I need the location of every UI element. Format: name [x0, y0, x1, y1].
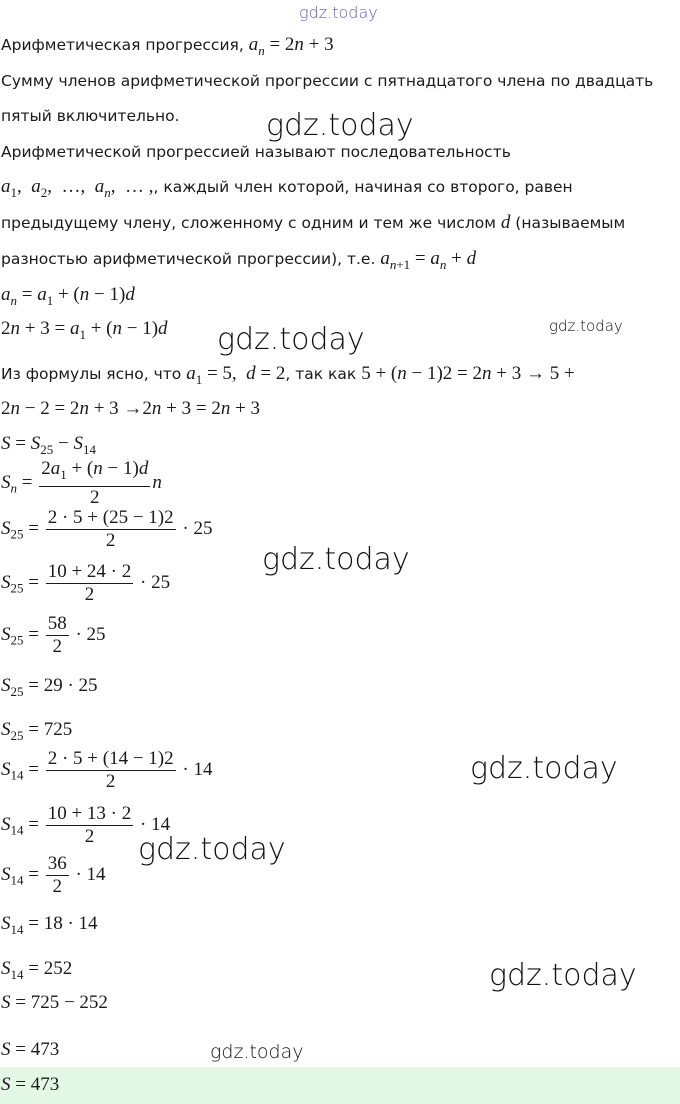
- definition-line-2-text: , каждый член которой, начиная со второго, равен: [153, 178, 573, 196]
- formula-s25-5: $S_{25} = 725$: [1, 719, 73, 743]
- formula-s14-2: $S_{14}$ = $\frac{10 + 13 \cdot 2}{2}$ · 14: [1, 803, 171, 847]
- formula-s25-2: $S_{25}$ = $\frac{10 + 24 \cdot 2}{2}$ · 25: [1, 561, 171, 605]
- formula-an-rhs: = 2n + 3: [264, 34, 334, 55]
- formula-s25-3: $S_{25}$ = $\frac{58}{2}$ · 25: [1, 613, 106, 657]
- formula-s14-1: $S_{14}$ = $\frac{2 \cdot 5 + (14 - 1)2}{2}$ · 14: [1, 748, 213, 792]
- sequence-formula: $a_1$, $a_2$, …, $a_n$, … ,: [1, 176, 154, 200]
- watermark: gdz.today: [217, 322, 365, 357]
- formula-an: $a_n$: [248, 34, 265, 58]
- formula-s-diff: $S = S_{25} - S_{14}$: [1, 433, 96, 457]
- watermark: gdz.today: [470, 751, 618, 786]
- definition-line-3: [1, 212, 625, 234]
- formula-s25-1: $S_{25}$ = $\frac{2 \cdot 5 + (25 - 1)2}{2}$ · 25: [1, 507, 213, 551]
- formula-general-term: $a_n = a_1 + (n - 1)d$: [1, 284, 135, 308]
- watermark-top: gdz.today: [299, 3, 378, 22]
- formula-d: d: [500, 212, 511, 233]
- watermark: gdz.today: [266, 108, 414, 143]
- formula-recurrence: $a_{n+1} = a_n + d$: [380, 248, 477, 272]
- watermark: gdz.today: [489, 958, 637, 993]
- deduction-text-2: , так как: [285, 365, 362, 383]
- watermark: gdz.today: [210, 1041, 304, 1063]
- definition-line-4-text: разностью арифметической прогрессии), т.е.: [1, 250, 381, 268]
- formula-s14-5: $S_{14} = 252$: [1, 958, 73, 982]
- task-line-1: Сумму членов арифметической прогрессии с пятнадцатого члена по двадцать: [1, 72, 654, 90]
- fraction: $\frac{2 \cdot 5 + (25 - 1)2}{2}$: [47, 507, 174, 551]
- definition-line-1: Арифметической прогрессией называют последовательность: [1, 143, 511, 161]
- problem-title: [1, 34, 334, 62]
- deduction-line: [1, 363, 575, 391]
- watermark: gdz.today: [138, 832, 286, 867]
- formula-s-result: S = 473: [1, 1039, 60, 1060]
- fraction: $\frac{2a_1 + (n - 1)d}{2}$: [41, 458, 149, 508]
- problem-title-text: Арифметическая прогрессия,: [1, 36, 249, 54]
- fraction: $\frac{10 + 13 \cdot 2}{2}$: [47, 803, 132, 847]
- definition-line-3-text: предыдущему члену, сложенному с одним и тем же числом: [1, 214, 501, 232]
- answer-box: [0, 1067, 680, 1104]
- watermark: gdz.today: [549, 317, 623, 335]
- fraction: $\frac{36}{2}$: [47, 853, 67, 897]
- fraction: $\frac{2 \cdot 5 + (14 - 1)2}{2}$: [47, 748, 174, 792]
- formula-check-cont: 2n − 2 = 2n + 3 →2n + 3 = 2n + 3: [1, 398, 261, 419]
- watermark: gdz.today: [262, 542, 410, 577]
- definition-line-3-end: (называемым: [510, 214, 626, 232]
- formula-check: 5 + (n − 1)2 = 2n + 3 → 5 +: [361, 363, 575, 384]
- fraction: $\frac{58}{2}$: [47, 613, 67, 657]
- fraction: $\frac{10 + 24 \cdot 2}{2}$: [47, 561, 132, 605]
- definition-line-4: [1, 248, 476, 276]
- formula-s25-4: $S_{25} = 29 \cdot 25$: [1, 675, 98, 699]
- deduction-text: Из формулы ясно, что: [1, 365, 187, 383]
- answer-formula: S = 473: [1, 1074, 60, 1095]
- definition-line-2: [1, 176, 573, 204]
- formula-general-term-sub: $2n + 3 = a_1 + (n - 1)d$: [1, 318, 168, 342]
- formula-s14-4: $S_{14} = 18 \cdot 14$: [1, 913, 98, 937]
- formula-sn: $S_n$ = $\frac{2a_1 + (n - 1)d}{2}$ n: [1, 458, 162, 508]
- formula-s14-3: $S_{14}$ = $\frac{36}{2}$ · 14: [1, 853, 106, 897]
- task-line-2: пятый включительно.: [1, 107, 180, 125]
- formula-s-calc: S = 725 − 252: [1, 992, 108, 1013]
- formula-a1-d: $a_1 = 5$, d = 2: [186, 363, 286, 387]
